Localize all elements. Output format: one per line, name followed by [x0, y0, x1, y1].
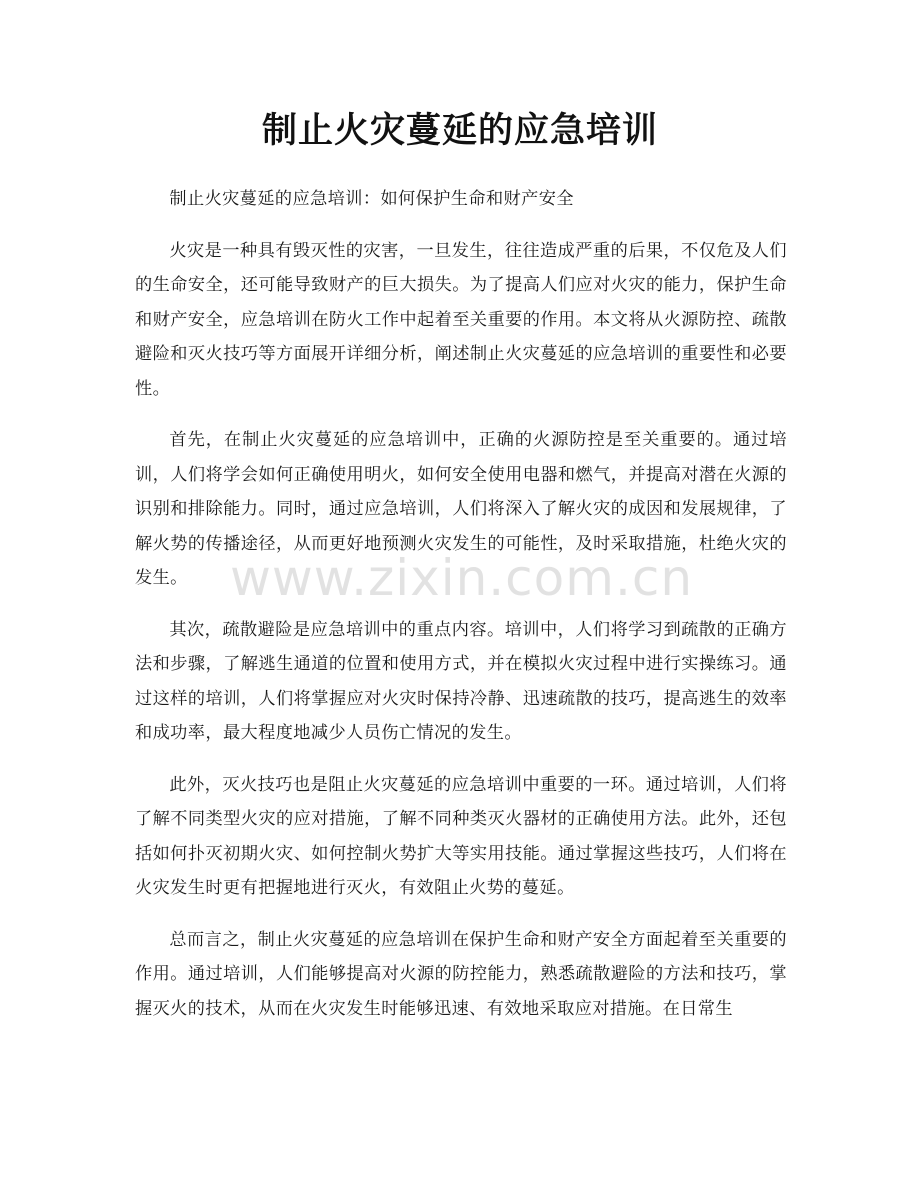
paragraph-conclusion: 总而言之，制止火灾蔓延的应急培训在保护生命和财产安全方面起着至关重要的作用。通过培训，人们能够提高对火源的防控能力，熟悉疏散避险的方法和技巧，掌握灭火的技术，从而在火灾发生时能够迅速、有效地采取应对措施。在日常生 [135, 929, 787, 1019]
paragraph-intro: 火灾是一种具有毁灭性的灾害，一旦发生，往往造成严重的后果，不仅危及人们的生命安全，还可能导致财产的巨大损失。为了提高人们应对火灾的能力，保护生命和财产安全，应急培训在防火工作中起着至关重要的作用。本文将从火源防控、疏散避险和灭火技巧等方面展开详细分析，阐述制止火灾蔓延的应急培训的重要性和必要性。 [135, 240, 787, 399]
document-subtitle: 制止火灾蔓延的应急培训：如何保护生命和财产安全 [169, 189, 574, 209]
document-body [135, 182, 787, 1043]
paragraph-fire-source-control: 首先，在制止火灾蔓延的应急培训中，正确的火源防控是至关重要的。通过培训，人们将学会如何正确使用明火，如何安全使用电器和燃气，并提高对潜在火源的识别和排除能力。同时，通过应急培训，人们将深入了解火灾的成因和发展规律，了解火势的传播途径，从而更好地预测火灾发生的可能性，及时采取措施，杜绝火灾的发生。 [135, 430, 787, 588]
paragraph-evacuation: 其次，疏散避险是应急培训中的重点内容。培训中，人们将学习到疏散的正确方法和步骤，了解逃生通道的位置和使用方式，并在模拟火灾过程中进行实操练习。通过这样的培训，人们将掌握应对火灾时保持冷静、迅速疏散的技巧，提高逃生的效率和成功率，最大程度地减少人员伤亡情况的发生。 [135, 619, 787, 743]
watermark: www.zixin.com.cn [230, 549, 694, 607]
document-title: 制止火灾蔓延的应急培训 [261, 111, 658, 151]
paragraph-firefighting-skills: 此外，灭火技巧也是阻止火灾蔓延的应急培训中重要的一环。通过培训，人们将了解不同类型火灾的应对措施，了解不同种类灭火器材的正确使用方法。此外，还包括如何扑灭初期火灾、如何控制火势扩大等实用技能。通过掌握这些技巧，人们将在火灾发生时更有把握地进行灭火，有效阻止火势的蔓延。 [135, 774, 787, 898]
